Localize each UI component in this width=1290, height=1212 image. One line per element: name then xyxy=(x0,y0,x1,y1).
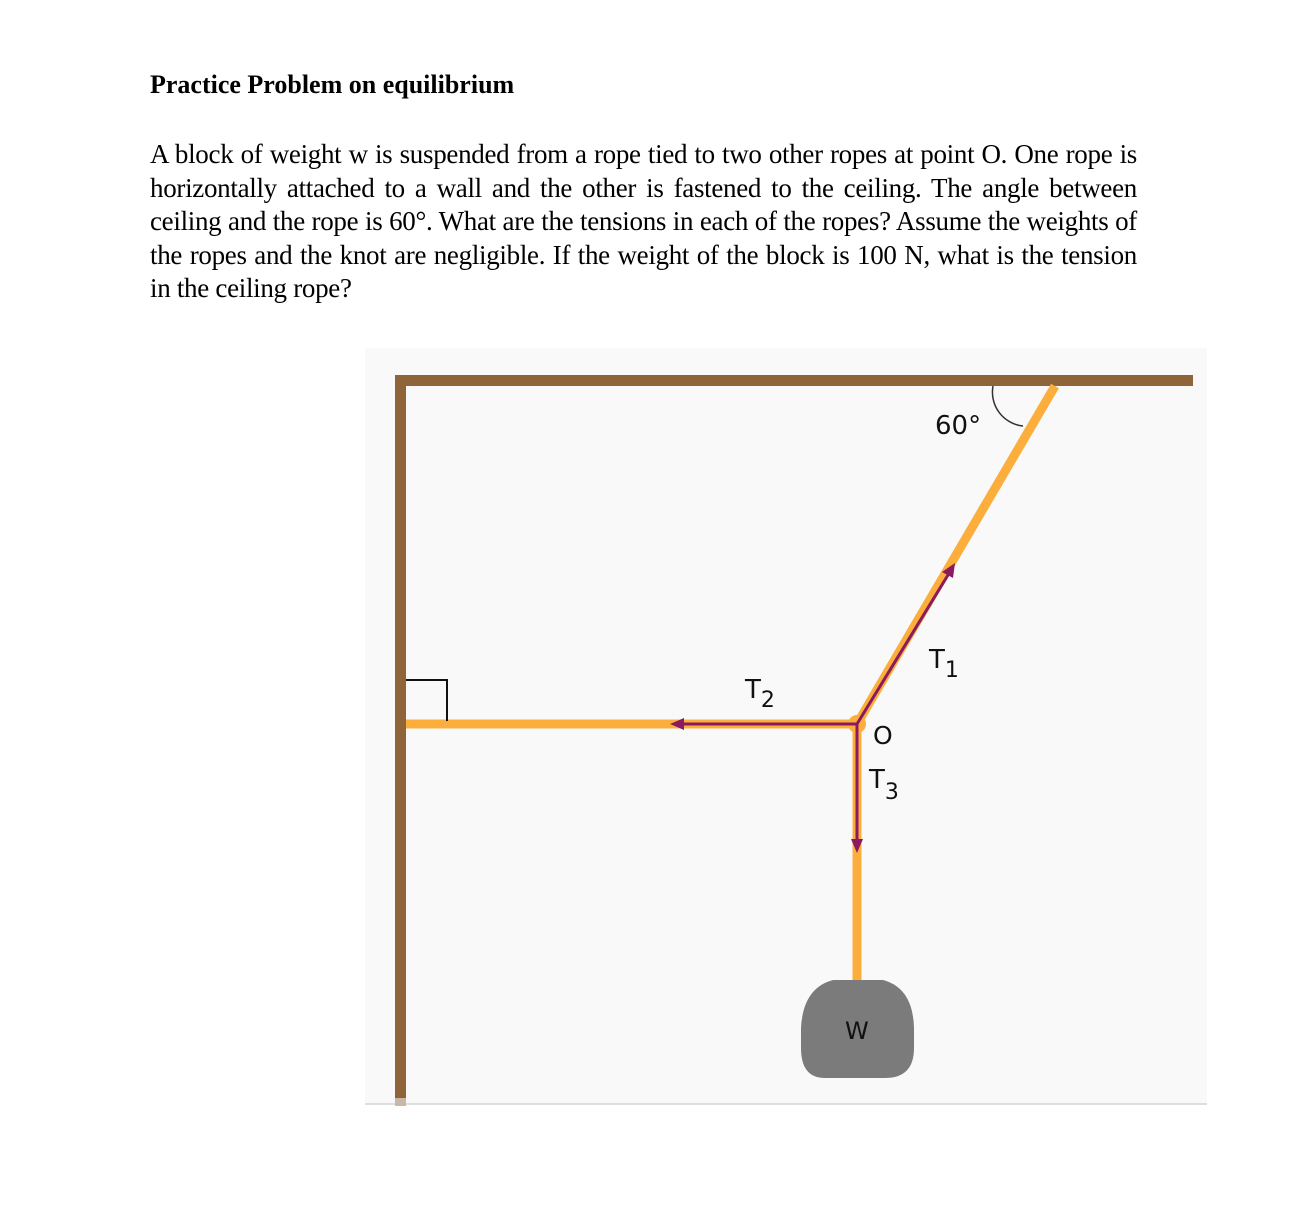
page-title: Practice Problem on equilibrium xyxy=(150,70,515,99)
ceiling xyxy=(395,375,1193,386)
problem-statement: A block of weight w is suspended from a rope tied to two other ropes at point O. One rope is horizontally attached to a wall and the other is fastened to the ceiling. The angle between ceiling and the rope is 60°. What are the tensions in each of the ropes? Assume the weights of the ropes and the knot are negligible. If the weight of the block is 100 N, what is the tension in the ceiling rope? xyxy=(150,139,1137,303)
block-label: W xyxy=(845,1017,869,1045)
wall xyxy=(395,375,406,1098)
t1-label: $T_1$ xyxy=(929,645,959,683)
wall-base xyxy=(395,1098,406,1106)
figure-canvas xyxy=(365,348,1207,1108)
t2-label: $T_2$ xyxy=(745,675,775,713)
equilibrium-figure xyxy=(365,348,1207,1108)
t3-label: $T_3$ xyxy=(869,765,899,805)
knot-label: O xyxy=(873,721,893,750)
angle-label: 60° xyxy=(935,411,982,441)
